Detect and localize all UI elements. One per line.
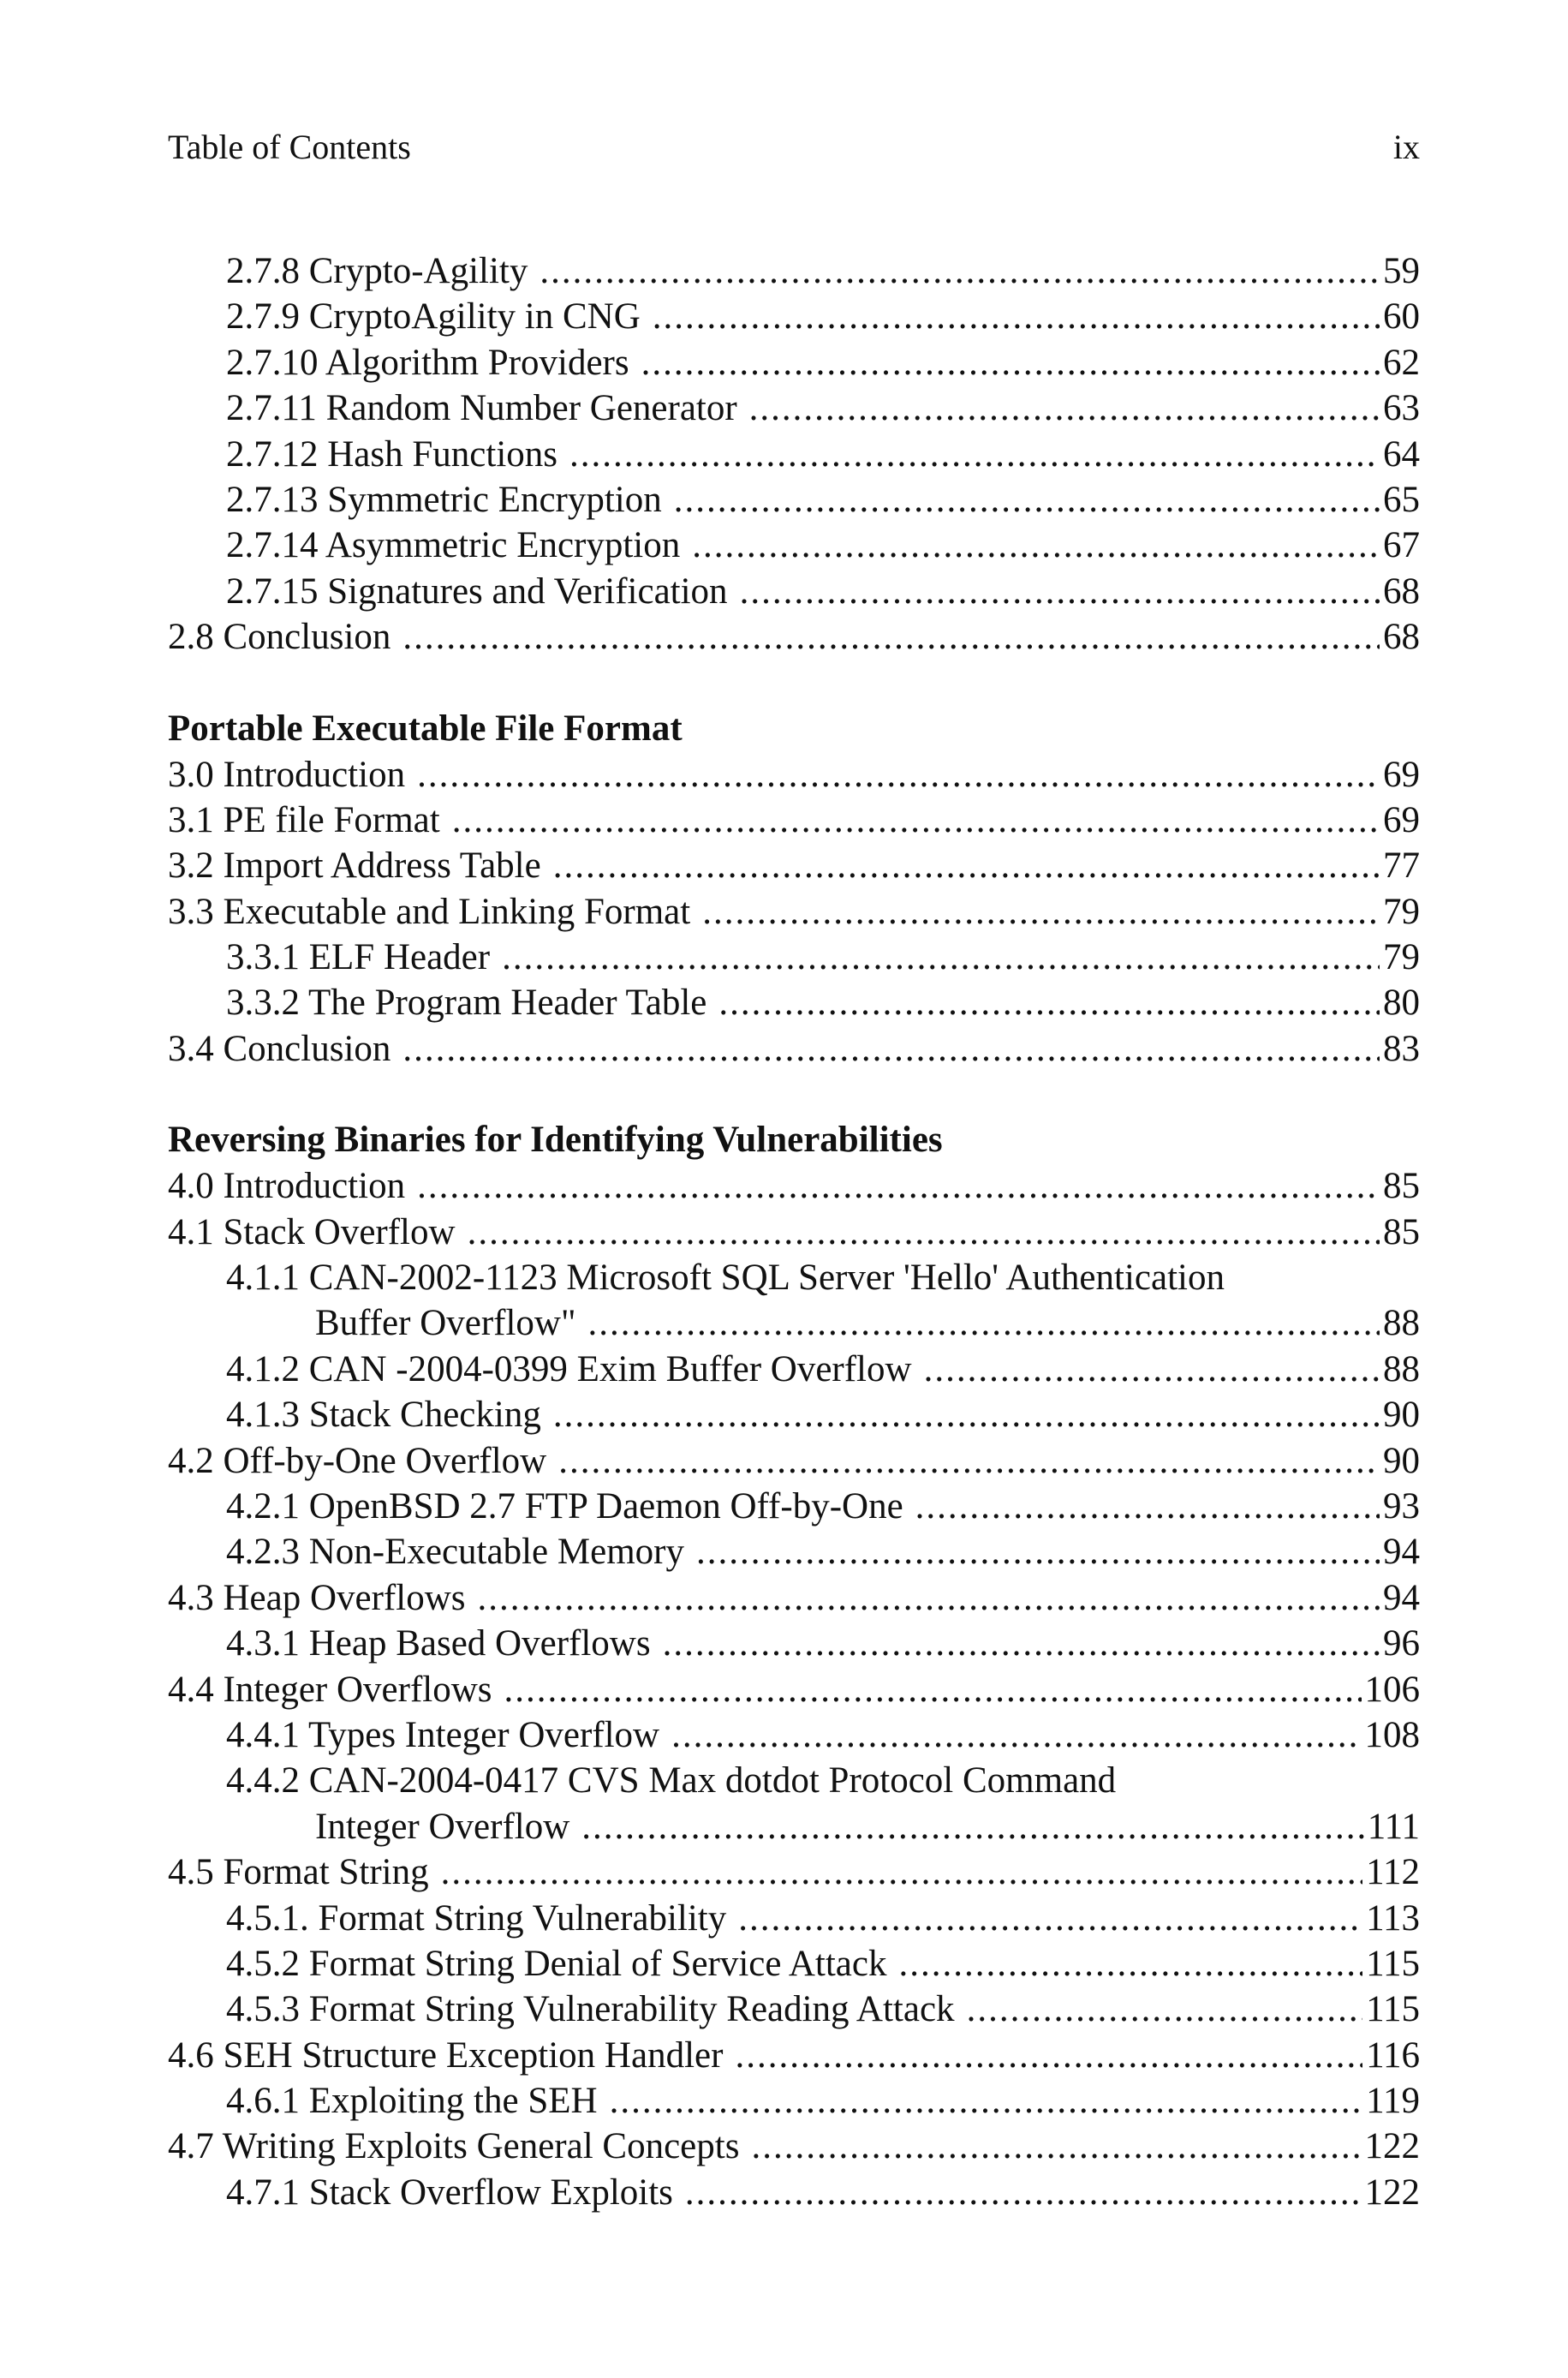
toc-entry-page: 116: [1366, 2034, 1420, 2076]
toc-entry[interactable]: [168, 1987, 1420, 2032]
toc-entry-page: 96: [1383, 1623, 1420, 1664]
toc-entry-title: 2.7.15 Signatures and Verification: [226, 571, 728, 612]
toc-entry-title: 2.7.13 Symmetric Encryption: [226, 479, 662, 520]
toc-entry-title: 2.7.10 Algorithm Providers: [226, 342, 629, 383]
toc-entry-page: 88: [1383, 1303, 1420, 1344]
toc-entry-title: 3.2 Import Address Table: [168, 845, 541, 887]
dot-leader: [402, 1026, 1380, 1072]
toc-entry[interactable]: [168, 1484, 1420, 1529]
toc-entry[interactable]: [168, 1392, 1420, 1437]
toc-entry[interactable]: [168, 1347, 1420, 1392]
toc-entry-page: 94: [1383, 1577, 1420, 1618]
toc-entry-title: 4.1 Stack Overflow: [168, 1211, 456, 1252]
toc-entry[interactable]: [168, 1621, 1420, 1666]
toc-entry[interactable]: [168, 1163, 1420, 1209]
section-gap: [168, 660, 1420, 706]
toc-entry-page: 122: [1364, 2126, 1420, 2167]
dot-leader: [610, 2078, 1363, 2124]
toc-entry-page: 62: [1383, 342, 1420, 383]
dot-leader: [671, 1712, 1361, 1758]
toc-entry-title: 4.6.1 Exploiting the SEH: [226, 2081, 598, 2122]
toc-entry-title: 3.1 PE file Format: [168, 799, 440, 840]
toc-entry-title-continued: Buffer Overflow": [315, 1303, 576, 1344]
toc-entry[interactable]: [168, 1438, 1420, 1484]
dot-leader: [540, 248, 1380, 294]
dot-leader: [441, 1849, 1363, 1895]
dot-leader: [702, 889, 1380, 935]
page-number: ix: [1392, 128, 1420, 166]
dot-leader: [718, 980, 1380, 1025]
toc-entry-title: 2.7.9 CryptoAgility in CNG: [226, 296, 641, 338]
toc-entry[interactable]: [168, 248, 1420, 294]
toc-entry-title: 4.5.1. Format String Vulnerability: [226, 1897, 727, 1939]
toc-entry[interactable]: [168, 523, 1420, 568]
toc-entry[interactable]: [168, 1026, 1420, 1072]
toc-entry-page: 90: [1383, 1440, 1420, 1481]
dot-leader: [915, 1484, 1380, 1529]
toc-entry-page: 108: [1364, 1714, 1420, 1755]
toc-entry-page: 59: [1383, 251, 1420, 291]
toc-entry-page: 85: [1383, 1166, 1420, 1207]
dot-leader: [569, 432, 1380, 477]
toc-entry[interactable]: [168, 2033, 1420, 2078]
toc-entry-title: 4.1.3 Stack Checking: [226, 1395, 541, 1436]
toc-entry-title: 3.4 Conclusion: [168, 1028, 391, 1069]
table-of-contents: [168, 248, 1420, 2215]
toc-entry-page: 113: [1366, 1897, 1420, 1939]
toc-entry[interactable]: [168, 294, 1420, 339]
toc-entry-title: 4.1.2 CAN -2004-0399 Exim Buffer Overflow: [226, 1348, 912, 1389]
toc-entry-page: 88: [1383, 1348, 1420, 1389]
dot-leader: [749, 385, 1380, 431]
toc-entry[interactable]: [168, 1529, 1420, 1574]
dot-leader: [581, 1804, 1363, 1849]
toc-entry-page: 83: [1383, 1028, 1420, 1069]
toc-entry-title: 4.3 Heap Overflows: [168, 1577, 466, 1618]
toc-entry-page: 112: [1366, 1852, 1420, 1893]
toc-entry[interactable]: [168, 2170, 1420, 2215]
dot-leader: [685, 2170, 1362, 2215]
dot-leader: [478, 1575, 1380, 1621]
toc-entry-title: 4.7.1 Stack Overflow Exploits: [226, 2172, 673, 2213]
toc-entry[interactable]: [168, 614, 1420, 660]
dot-leader: [641, 340, 1380, 385]
toc-entry-title: 4.3.1 Heap Based Overflows: [226, 1623, 651, 1664]
page-header: [168, 127, 1420, 168]
toc-entry[interactable]: [168, 1758, 1420, 1849]
toc-entry-page: 65: [1383, 479, 1420, 520]
toc-entry-page: 115: [1366, 1943, 1420, 1984]
dot-leader: [653, 294, 1380, 339]
toc-entry-title: 4.6 SEH Structure Exception Handler: [168, 2034, 724, 2076]
toc-entry[interactable]: [168, 1849, 1420, 1895]
dot-leader: [558, 1438, 1380, 1484]
toc-entry-page: 94: [1383, 1532, 1420, 1573]
toc-entry-page: 106: [1364, 1669, 1420, 1710]
dot-leader: [588, 1300, 1380, 1346]
toc-entry-title: 4.5.3 Format String Vulnerability Reading Attack: [226, 1989, 955, 2030]
toc-entry-title: 4.2.3 Non-Executable Memory: [226, 1532, 684, 1573]
toc-entry[interactable]: [168, 385, 1420, 431]
toc-entry[interactable]: [168, 1667, 1420, 1712]
dot-leader: [751, 2124, 1361, 2169]
toc-entry-title: 3.3 Executable and Linking Format: [168, 891, 691, 932]
toc-entry-title: 4.5.2 Format String Denial of Service Attack: [226, 1943, 887, 1984]
toc-entry-page: 90: [1383, 1395, 1420, 1436]
toc-entry-title: 4.4.1 Types Integer Overflow: [226, 1714, 660, 1755]
toc-entry[interactable]: [168, 752, 1420, 798]
dot-leader: [468, 1210, 1380, 1255]
toc-entry-title: 3.0 Introduction: [168, 754, 406, 795]
chapter-heading: Portable Executable File Format: [168, 708, 683, 749]
running-head: Table of Contents: [168, 128, 411, 166]
toc-entry-line: [226, 1300, 1420, 1346]
toc-entry[interactable]: [168, 843, 1420, 888]
toc-entry-page: 80: [1383, 983, 1420, 1024]
toc-entry[interactable]: [168, 1712, 1420, 1758]
dot-leader: [740, 569, 1380, 614]
toc-entry-title: 4.2 Off-by-One Overflow: [168, 1440, 547, 1481]
toc-entry[interactable]: [168, 477, 1420, 523]
toc-entry-page: 122: [1364, 2172, 1420, 2213]
toc-entry-page: 64: [1383, 433, 1420, 475]
section-gap: [168, 1072, 1420, 1117]
toc-entry[interactable]: [168, 2078, 1420, 2124]
dot-leader: [663, 1621, 1380, 1666]
toc-entry[interactable]: [168, 1255, 1420, 1347]
toc-entry-page: 85: [1383, 1211, 1420, 1252]
toc-entry[interactable]: [168, 340, 1420, 385]
toc-entry-page: 119: [1366, 2081, 1420, 2122]
toc-entry-title: 4.4.2 CAN-2004-0417 CVS Max dotdot Protocol Command: [226, 1760, 1117, 1801]
toc-entry-title: 4.5 Format String: [168, 1852, 429, 1893]
toc-entry-page: 115: [1366, 1989, 1420, 2030]
toc-entry-title: 2.7.14 Asymmetric Encryption: [226, 525, 681, 566]
toc-entry-page: 69: [1383, 799, 1420, 840]
dot-leader: [402, 614, 1380, 660]
toc-entry-title: 2.7.8 Crypto-Agility: [226, 251, 528, 291]
toc-entry-title: 2.7.11 Random Number Generator: [226, 388, 737, 429]
dot-leader: [692, 523, 1380, 568]
toc-entry[interactable]: [168, 935, 1420, 980]
dot-leader: [924, 1347, 1380, 1392]
toc-entry-page: 68: [1383, 571, 1420, 612]
dot-leader: [504, 1667, 1362, 1712]
toc-entry-page: 79: [1383, 891, 1420, 932]
dot-leader: [553, 843, 1380, 888]
toc-entry-title: 3.3.2 The Program Header Table: [226, 983, 707, 1024]
toc-entry-page: 68: [1383, 617, 1420, 658]
dot-leader: [898, 1941, 1362, 1987]
toc-entry-page: 67: [1383, 525, 1420, 566]
toc-entry-line: [226, 1804, 1420, 1849]
toc-entry-title: 4.0 Introduction: [168, 1166, 406, 1207]
toc-entry-page: 77: [1383, 845, 1420, 887]
toc-entry[interactable]: [168, 432, 1420, 477]
toc-entry[interactable]: [168, 1210, 1420, 1255]
toc-entry[interactable]: [168, 1896, 1420, 1941]
toc-entry[interactable]: [168, 1941, 1420, 1987]
toc-entry-page: 79: [1383, 937, 1420, 978]
toc-entry-page: 60: [1383, 296, 1420, 338]
toc-entry-title-continued: Integer Overflow: [315, 1806, 570, 1847]
toc-entry-title: 4.4 Integer Overflows: [168, 1669, 492, 1710]
toc-entry-title: 4.2.1 OpenBSD 2.7 FTP Daemon Off-by-One: [226, 1485, 903, 1527]
toc-entry-page: 93: [1383, 1485, 1420, 1527]
toc-entry-title: 4.1.1 CAN-2002-1123 Microsoft SQL Server 'Hello' Authentication: [226, 1258, 1225, 1299]
toc-entry[interactable]: [168, 798, 1420, 843]
dot-leader: [738, 1896, 1362, 1941]
toc-entry-title: 4.7 Writing Exploits General Concepts: [168, 2126, 740, 2167]
toc-entry-page: 69: [1383, 754, 1420, 795]
dot-leader: [696, 1529, 1380, 1574]
dot-leader: [417, 752, 1380, 798]
toc-entry-page: 111: [1367, 1806, 1420, 1847]
toc-entry-title: 2.7.12 Hash Functions: [226, 433, 557, 475]
toc-entry[interactable]: [168, 569, 1420, 614]
toc-entry[interactable]: [168, 889, 1420, 935]
dot-leader: [502, 935, 1380, 980]
toc-entry[interactable]: [168, 2124, 1420, 2169]
toc-entry[interactable]: [168, 1575, 1420, 1621]
dot-leader: [674, 477, 1380, 523]
chapter-heading: Reversing Binaries for Identifying Vulnerabilities: [168, 1120, 943, 1161]
dot-leader: [417, 1163, 1380, 1209]
toc-entry-title: 3.3.1 ELF Header: [226, 937, 491, 978]
toc-entry-page: 63: [1383, 388, 1420, 429]
dot-leader: [735, 2033, 1362, 2078]
dot-leader: [553, 1392, 1380, 1437]
dot-leader: [967, 1987, 1363, 2032]
dot-leader: [452, 798, 1380, 843]
toc-entry[interactable]: [168, 980, 1420, 1025]
toc-entry-title: 2.8 Conclusion: [168, 617, 391, 658]
